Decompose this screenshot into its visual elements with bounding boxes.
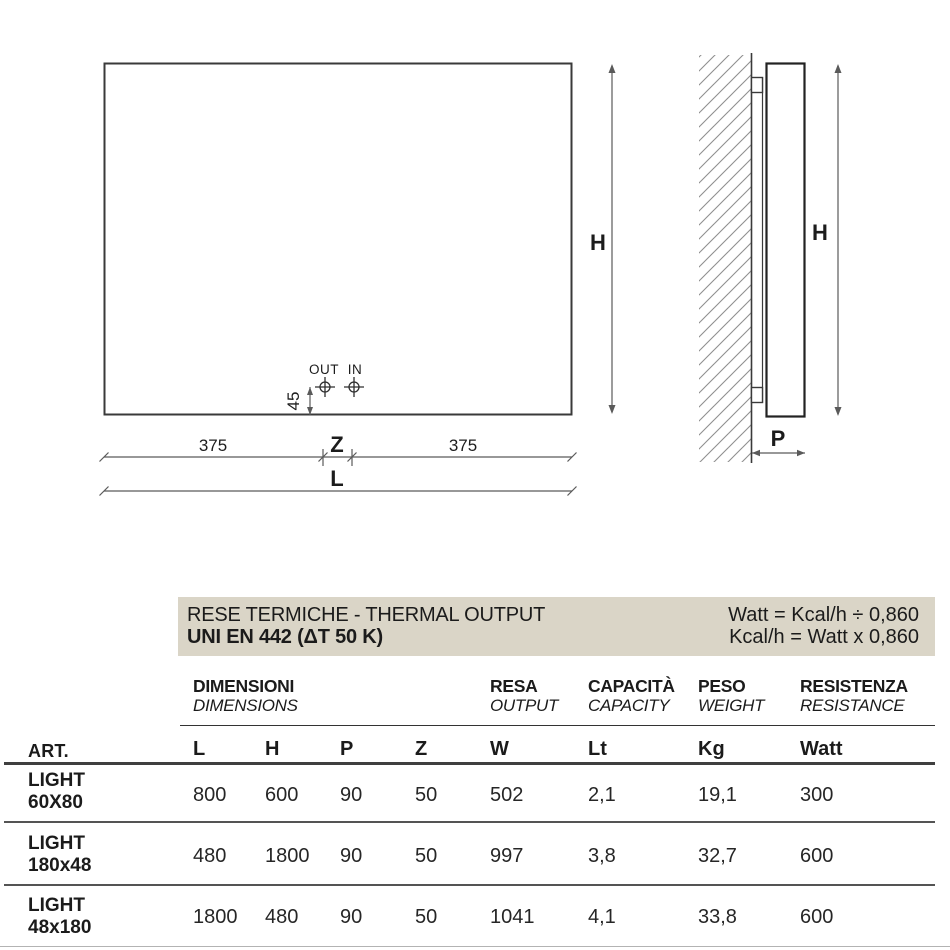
group-label-it: RESA — [490, 676, 538, 696]
row-article-name — [28, 770, 85, 814]
formula-watt-to-kcal: Watt = Kcal/h ÷ 0,860 — [728, 604, 919, 626]
article-series: LIGHT — [28, 895, 85, 916]
group-label-it: PESO — [698, 676, 746, 696]
side-view-drawing — [699, 53, 842, 463]
arrow-up-icon — [835, 64, 842, 73]
span-left-value: 375 — [198, 436, 228, 455]
cell-lt: 3,8 — [588, 845, 616, 867]
bracket-bottom — [752, 388, 763, 403]
column-header-kg: Kg — [698, 738, 725, 760]
cell-w: 997 — [490, 845, 524, 867]
column-group-weight — [698, 676, 764, 716]
row-separator — [4, 821, 935, 823]
group-label-en: RESISTANCE — [800, 696, 905, 715]
out-port-label: OUT — [309, 362, 339, 377]
cell-watt: 600 — [800, 845, 834, 867]
side-height-label: H — [812, 220, 828, 245]
cell-p: 90 — [340, 906, 363, 928]
column-group-dimensions — [193, 676, 298, 716]
column-header-z: Z — [415, 738, 428, 760]
cell-l: 1800 — [193, 906, 238, 928]
cell-z: 50 — [415, 906, 438, 928]
cell-l: 480 — [193, 845, 227, 867]
row-separator — [4, 884, 935, 886]
column-header-l: L — [193, 738, 206, 760]
group-label-en: OUTPUT — [490, 696, 559, 715]
cell-p: 90 — [340, 845, 363, 867]
in-port-label: IN — [347, 362, 363, 377]
front-height-label: H — [590, 230, 606, 255]
cell-p: 90 — [340, 784, 363, 806]
table-title-band — [178, 597, 935, 656]
group-label-it: DIMENSIONI — [193, 676, 295, 696]
cell-w: 1041 — [490, 906, 535, 928]
depth-label: P — [770, 426, 786, 451]
arrow-down-icon — [609, 405, 616, 414]
cell-watt: 300 — [800, 784, 834, 806]
column-header-w: W — [490, 738, 509, 760]
port-offset-value: 45 — [284, 391, 303, 411]
wall-hatching — [699, 55, 751, 462]
article-size: 48x180 — [28, 917, 92, 938]
column-header-lt: Lt — [588, 738, 607, 760]
arrow-down-icon — [835, 407, 842, 416]
cell-h: 1800 — [265, 845, 310, 867]
front-view-drawing — [100, 64, 616, 496]
cell-kg: 33,8 — [698, 906, 737, 928]
cell-h: 600 — [265, 784, 299, 806]
group-label-en: WEIGHT — [698, 696, 765, 715]
cell-lt: 2,1 — [588, 784, 616, 806]
arrow-up-icon — [609, 64, 616, 73]
article-series: LIGHT — [28, 770, 85, 791]
cell-kg: 32,7 — [698, 845, 737, 867]
column-group-capacity — [588, 676, 675, 716]
column-header-watt: Watt — [800, 738, 843, 760]
article-size: 180x48 — [28, 855, 92, 876]
column-group-output — [490, 676, 558, 716]
table-title-block — [187, 604, 545, 656]
span-right-value: 375 — [448, 436, 478, 455]
cell-l: 800 — [193, 784, 227, 806]
group-label-en: DIMENSIONS — [193, 696, 298, 715]
column-header-art: ART. — [28, 741, 69, 761]
column-header-p: P — [340, 738, 354, 760]
cell-watt: 600 — [800, 906, 834, 928]
cell-kg: 19,1 — [698, 784, 737, 806]
panel-side-outline — [767, 64, 805, 417]
conversion-formulas — [728, 604, 919, 656]
article-series: LIGHT — [28, 833, 85, 854]
cell-h: 480 — [265, 906, 299, 928]
table-subtitle: UNI EN 442 (ΔT 50 K) — [187, 626, 383, 648]
row-article-name — [28, 833, 91, 877]
cell-z: 50 — [415, 784, 438, 806]
table-title: RESE TERMICHE - THERMAL OUTPUT — [187, 604, 546, 626]
cell-lt: 4,1 — [588, 906, 616, 928]
length-label: L — [330, 466, 344, 491]
group-label-it: CAPACITÀ — [588, 676, 675, 696]
column-header-h: H — [265, 738, 280, 760]
group-header-rule — [180, 725, 935, 726]
group-label-it: RESISTENZA — [800, 676, 908, 696]
formula-kcal-to-watt: Kcal/h = Watt x 0,860 — [729, 626, 919, 648]
article-size: 60X80 — [28, 792, 83, 813]
arrow-right-icon — [797, 450, 805, 457]
center-distance-label: Z — [330, 432, 344, 457]
column-group-resistance — [800, 676, 908, 716]
page-bottom-rule — [0, 946, 950, 947]
arrow-left-icon — [752, 450, 760, 457]
row-article-name — [28, 895, 91, 939]
cell-w: 502 — [490, 784, 524, 806]
group-label-en: CAPACITY — [588, 696, 670, 715]
cell-z: 50 — [415, 845, 438, 867]
header-rule — [4, 762, 935, 765]
bracket-top — [752, 78, 763, 93]
